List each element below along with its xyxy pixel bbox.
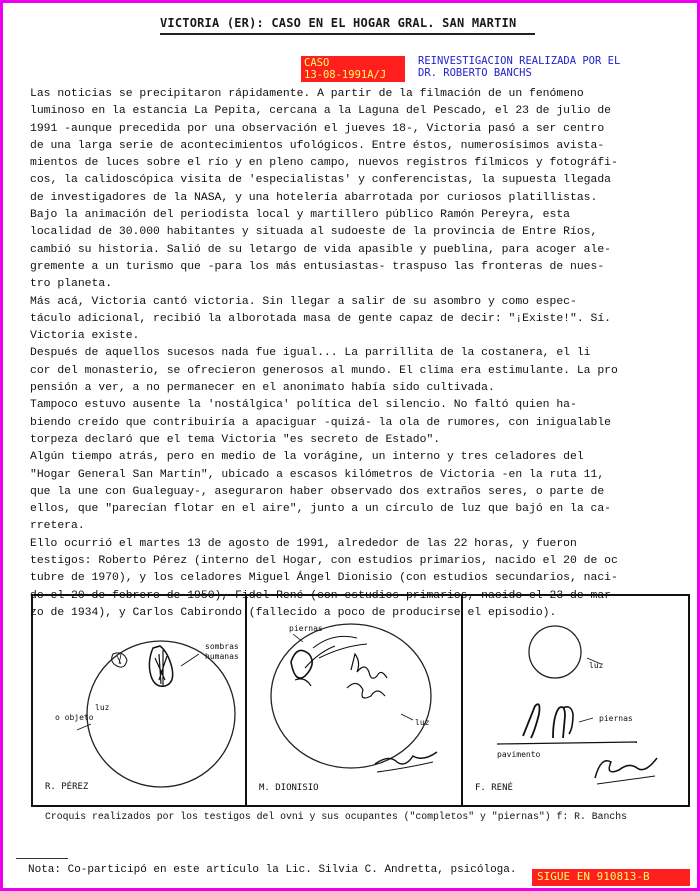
article-line: testigos: Roberto Pérez (interno del Hogar, con estudios primarios, nacido el 20 de oc: [30, 555, 618, 568]
case-badge-label: CASO: [304, 57, 330, 69]
witness-name-perez: R. PÉREZ: [45, 782, 89, 792]
article-line: que la une con Gualeguay-, aseguraron haber observado dos extraños seres, o parte de: [30, 485, 605, 498]
label-pavimento: pavimento: [497, 750, 541, 759]
continuation-badge[interactable]: SIGUE EN 910813-B: [532, 869, 690, 886]
witness-name-rene: F. RENÉ: [475, 783, 513, 793]
reinvestigation-line-1: REINVESTIGACION REALIZADA POR EL: [418, 55, 621, 67]
article-line: de una larga serie de acontecimientos ufológicos. Entre éstos, numerosísimos avista-: [30, 139, 605, 152]
article-line: zo de 1934), y Carlos Cabirondo (fallecido a poco de producirse el episodio).: [30, 606, 557, 619]
footnote-rule: [16, 858, 68, 859]
article-line: "Hogar General San Martín", ubicado a escasos kilómetros de Victoria -en la ruta 11,: [30, 468, 605, 481]
article-line: gremente a un turismo que -para los más entusiastas- traspuso las fronteras de nues-: [30, 260, 605, 273]
article-line: 1991 -aunque precedida por una observación el jueves 18-, Victoria pasó a ser centro: [30, 122, 605, 135]
article-line: Victoria existe.: [30, 330, 140, 343]
reinvestigation-credit: [418, 55, 620, 79]
article-line: tubre de 1970), y los celadores Miguel Ángel Dionisio (con estudios secundarios, naci-: [30, 572, 618, 585]
label-luz: luz: [95, 703, 110, 712]
article-line: cambió su historia. Salió de su letargo de vida apasible y pueblina, para acoger ale-: [30, 243, 612, 256]
article-line: de investigadores de la NASA, y una hotelería abarrotada por curiosos platillistas.: [30, 191, 598, 204]
article-body: [30, 86, 692, 622]
label-sombras: sombras: [205, 642, 239, 651]
label-piernas: piernas: [289, 624, 323, 633]
article-line: Después de aquellos sucesos nada fue igual... La parrillita de la costanera, el li: [30, 347, 591, 360]
witness-name-dionisio: M. DIONISIO: [259, 783, 319, 793]
label-piernas: piernas: [599, 714, 633, 723]
label-luz: luz: [589, 661, 604, 670]
article-line: mientos de luces sobre el río y en pleno campo, nuevos registros fílmicos y fotográfi-: [30, 157, 618, 170]
article-line: do el 20 de febrero de 1950), Fidel René (con estudios primarios, nacido el 23 de mar-: [30, 589, 618, 602]
article-line: ellos, que "parecían flotar en el aire", junto a un círculo de luz que bajó en la ca-: [30, 503, 612, 516]
witness-sketches: [31, 594, 690, 807]
article-line: luminoso en la estancia La Pepita, cercana a la Laguna del Pescado, el 23 de julio de: [30, 105, 612, 118]
article-line: Tampoco estuvo ausente la 'nostálgica' política del silencio. No faltó quien ha-: [30, 399, 577, 412]
article-line: cor del monasterio, se ofrecieron generosos al mundo. El clima era estimulante. La pro: [30, 364, 618, 377]
label-luz: luz: [415, 718, 430, 727]
article-line: Ello ocurrió el martes 13 de agosto de 1991, alrededor de las 22 horas, y fueron: [30, 537, 577, 550]
sketch-panel-dionisio: [247, 596, 463, 805]
label-o-objeto: o objeto: [55, 713, 94, 722]
article-line: Más acá, Victoria cantó victoria. Sin llegar a salir de su asombro y como espec-: [30, 295, 577, 308]
sketch-drawing-rene: [463, 596, 688, 805]
article-line: Algún tiempo atrás, pero en medio de la vorágine, un interno y tres celadores del: [30, 451, 584, 464]
sketch-drawing-dionisio: [247, 596, 461, 805]
footnote: Nota: Co-participó en este artículo la Lic. Silvia C. Andretta, psicóloga.: [28, 864, 517, 876]
article-line: Bajo la animación del periodista local y martillero público Ramón Pereyra, esta: [30, 209, 571, 222]
article-line: cos, la calidoscópica visita de 'especialistas' y conferencistas, la supuesta llegada: [30, 174, 612, 187]
article-line: rretera.: [30, 520, 85, 533]
article-line: torpeza declaró que el tema Victoria "es secreto de Estado".: [30, 433, 441, 446]
case-badge-date: 13-08-1991A/J: [304, 69, 387, 81]
reinvestigation-line-2: DR. ROBERTO BANCHS: [418, 67, 532, 79]
article-line: localidad de 30.000 habitantes y situada al sudoeste de la provincia de Entre Ríos,: [30, 226, 598, 239]
article-line: Las noticias se precipitaron rápidamente. A partir de la filmación de un fenómeno: [30, 88, 584, 100]
sketch-panel-perez: [33, 596, 247, 805]
case-badge: [301, 56, 405, 82]
label-humanas: humanas: [205, 652, 239, 661]
article-line: biendo creído que contribuiría a apaciguar -quizá- la ola de rumores, con inigualable: [30, 416, 612, 429]
title-underline: [160, 33, 535, 35]
sketch-caption: Croquis realizados por los testigos del ovni y sus ocupantes ("completos" y "piernas") f: R. Banchs: [45, 811, 628, 822]
article-line: táculo adicional, recibió la alborotada masa de gente capaz de decir: "¡Existe!". Sí.: [30, 312, 612, 325]
sketch-drawing-perez: [33, 596, 245, 805]
article-title: VICTORIA (ER): CASO EN EL HOGAR GRAL. SAN MARTIN: [160, 16, 517, 30]
sketch-panel-rene: [463, 596, 688, 805]
article-line: tro planeta.: [30, 278, 113, 291]
article-line: pensión a ver, a no permanecer en el anonimato había sido cultivada.: [30, 382, 495, 395]
